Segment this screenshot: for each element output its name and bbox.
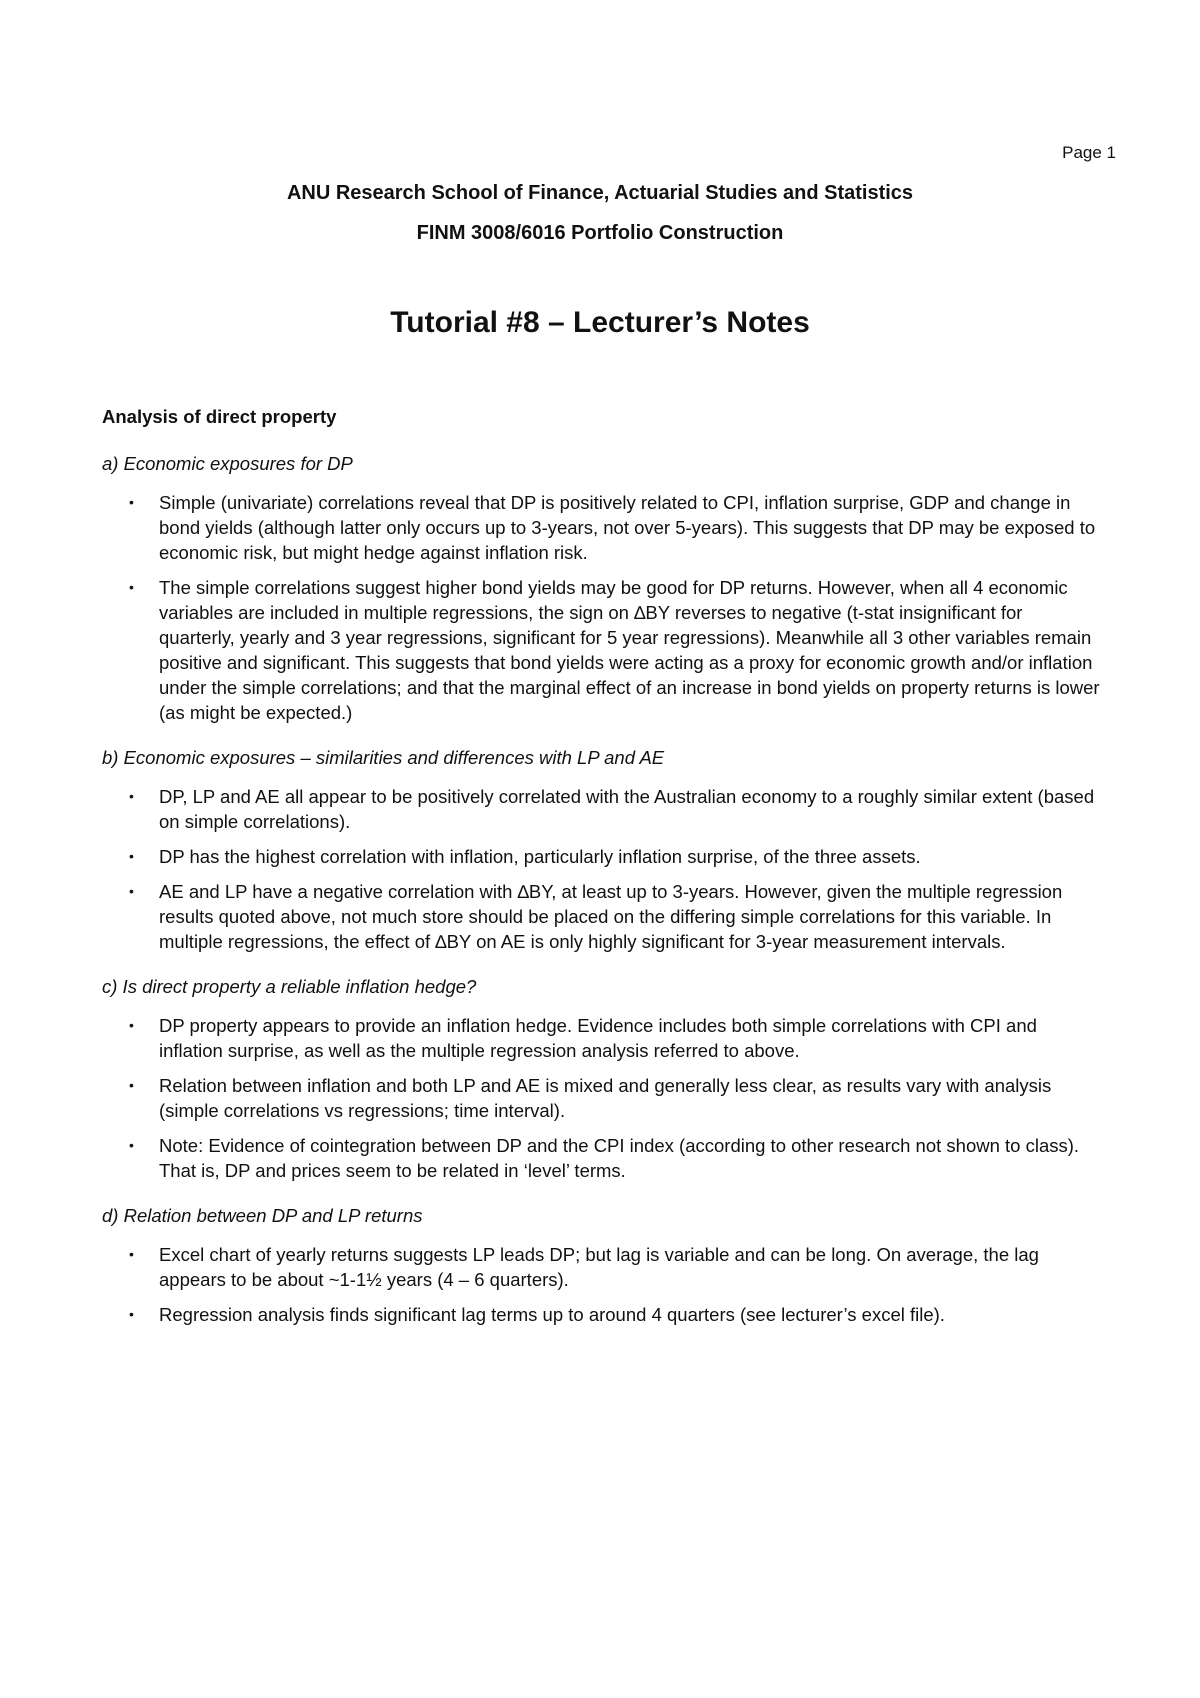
list-item bbox=[102, 1013, 1102, 1063]
list-item bbox=[102, 844, 1102, 869]
list-item bbox=[102, 879, 1102, 954]
bullet-icon: • bbox=[129, 1246, 134, 1262]
section-heading: Analysis of direct property bbox=[102, 406, 337, 427]
bullet-icon: • bbox=[129, 1137, 134, 1153]
subsection-d bbox=[102, 1203, 1102, 1327]
list-item-text: Regression analysis finds significant lag terms up to around 4 quarters (see lecturer’s excel file). bbox=[159, 1304, 945, 1325]
bullet-icon: • bbox=[129, 1077, 134, 1093]
list-item bbox=[102, 575, 1102, 725]
subsection-heading: a) Economic exposures for DP bbox=[102, 453, 353, 474]
institution-header: ANU Research School of Finance, Actuarial Studies and Statistics bbox=[286, 182, 914, 204]
list-item bbox=[102, 490, 1102, 565]
bullet-list bbox=[102, 490, 1102, 725]
bullet-list bbox=[102, 1242, 1102, 1327]
list-item-text: DP, LP and AE all appear to be positively correlated with the Australian economy to a roughly similar extent (based on simple correlations). bbox=[159, 786, 1095, 832]
subsection-heading: d) Relation between DP and LP returns bbox=[102, 1205, 423, 1226]
list-item bbox=[102, 1073, 1102, 1123]
list-item-text: The simple correlations suggest higher bond yields may be good for DP returns. However, when all 4 economic variables are included in multiple regressions, the sign on ∆BY reverses to negative (t-stat insignificant for quarterly, yearly and 3 year regressions, significant for 5 year regressions). Meanwhile all 3 other variables remain positive and significant. This suggests that bond yields were acting as a proxy for economic growth and/or inflation under the simple correlations; and that the marginal effect of an increase in bond yields on property returns is lower (as might be expected.) bbox=[159, 577, 1100, 723]
subsection-heading: b) Economic exposures – similarities and differences with LP and AE bbox=[102, 747, 665, 768]
bullet-icon: • bbox=[129, 788, 134, 804]
list-item-text: Note: Evidence of cointegration between DP and the CPI index (according to other research not shown to class). That is, DP and prices seem to be related in ‘level’ terms. bbox=[159, 1135, 1080, 1181]
bullet-list bbox=[102, 1013, 1102, 1183]
page-number: Page 1 bbox=[1062, 143, 1116, 162]
subsection-a bbox=[102, 451, 1102, 725]
subsection-c bbox=[102, 974, 1102, 1183]
list-item-text: Simple (univariate) correlations reveal that DP is positively related to CPI, inflation surprise, GDP and change in bond yields (although latter only occurs up to 3-years, not over 5-years). This suggests that DP may be exposed to economic risk, but might hedge against inflation risk. bbox=[159, 492, 1096, 563]
list-item-text: Excel chart of yearly returns suggests LP leads DP; but lag is variable and can be long. On average, the lag appears to be about ~1-1½ years (4 – 6 quarters). bbox=[159, 1244, 1039, 1290]
list-item-text: DP has the highest correlation with inflation, particularly inflation surprise, of the three assets. bbox=[159, 846, 921, 867]
bullet-icon: • bbox=[129, 579, 134, 595]
list-item bbox=[102, 1242, 1102, 1292]
bullet-icon: • bbox=[129, 848, 134, 864]
bullet-icon: • bbox=[129, 1017, 134, 1033]
document-title: Tutorial #8 – Lecturer’s Notes bbox=[390, 306, 810, 339]
subsection-heading: c) Is direct property a reliable inflation hedge? bbox=[102, 976, 477, 997]
bullet-icon: • bbox=[129, 883, 134, 899]
list-item bbox=[102, 1133, 1102, 1183]
course-header: FINM 3008/6016 Portfolio Construction bbox=[416, 222, 784, 244]
bullet-icon: • bbox=[129, 494, 134, 510]
bullet-icon: • bbox=[129, 1306, 134, 1322]
bullet-list bbox=[102, 784, 1102, 954]
list-item-text: AE and LP have a negative correlation with ∆BY, at least up to 3-years. However, given the multiple regression results quoted above, not much store should be placed on the differing simple correlations for this variable. In multiple regressions, the effect of ∆BY on AE is only highly significant for 3-year measurement intervals. bbox=[159, 881, 1063, 952]
list-item bbox=[102, 1302, 1102, 1327]
list-item-text: DP property appears to provide an inflation hedge. Evidence includes both simple correlations with CPI and inflation surprise, as well as the multiple regression analysis referred to above. bbox=[159, 1015, 1037, 1061]
subsection-b bbox=[102, 745, 1102, 954]
document-body bbox=[102, 404, 1102, 1347]
list-item-text: Relation between inflation and both LP and AE is mixed and generally less clear, as results vary with analysis (simple correlations vs regressions; time interval). bbox=[159, 1075, 1052, 1121]
list-item bbox=[102, 784, 1102, 834]
